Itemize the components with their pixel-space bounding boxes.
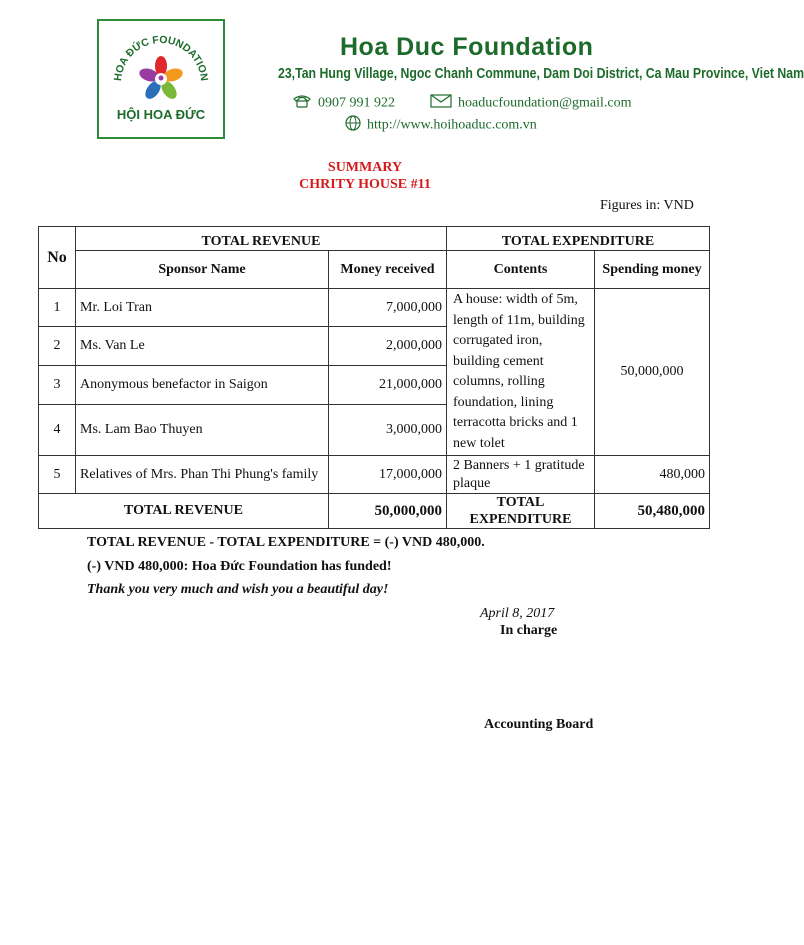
sponsor-name: Mr. Loi Tran — [76, 289, 329, 327]
globe-icon — [345, 115, 361, 136]
table-row — [39, 456, 710, 494]
money-received: 21,000,000 — [329, 365, 447, 404]
total-revenue-label: TOTAL REVENUE — [39, 494, 329, 529]
money-received: 17,000,000 — [329, 456, 447, 494]
revenue-header: TOTAL REVENUE — [76, 227, 447, 251]
money-col-header: Money received — [329, 251, 447, 289]
table-header-row-2 — [39, 251, 710, 289]
sponsor-name: Anonymous benefactor in Saigon — [76, 365, 329, 404]
expense-amount: 480,000 — [595, 456, 710, 494]
row-no: 5 — [39, 456, 76, 494]
flower-icon — [138, 56, 185, 102]
sponsor-name: Relatives of Mrs. Phan Thi Phung's family — [76, 456, 329, 494]
total-row — [39, 494, 710, 529]
thanks-note: Thank you very much and wish you a beautiful day! — [87, 582, 389, 597]
money-received: 2,000,000 — [329, 327, 447, 365]
email-row — [430, 94, 631, 113]
org-name: Hoa Duc Foundation — [340, 33, 594, 61]
expense-amount: 50,000,000 — [595, 289, 710, 456]
phone-number: 0907 991 922 — [318, 95, 395, 111]
logo-bottom-text: HỘI HOA ĐỨC — [116, 107, 206, 122]
envelope-icon — [430, 94, 452, 113]
row-no: 1 — [39, 289, 76, 327]
total-expenditure-value: 50,480,000 — [595, 494, 710, 529]
total-expenditure-label: TOTAL EXPENDITURE — [447, 494, 595, 529]
sponsor-col-header: Sponsor Name — [76, 251, 329, 289]
email-address[interactable]: hoaducfoundation@gmail.com — [458, 95, 632, 111]
row-no: 2 — [39, 327, 76, 365]
figures-in-label: Figures in: VND — [600, 198, 694, 213]
funded-note: (-) VND 480,000: Hoa Đức Foundation has funded! — [87, 559, 392, 574]
accounting-board-label: Accounting Board — [484, 717, 594, 732]
money-received: 7,000,000 — [329, 289, 447, 327]
row-no: 3 — [39, 365, 76, 404]
table-row — [39, 289, 710, 327]
spending-col-header: Spending money — [595, 251, 710, 289]
foundation-logo — [97, 19, 225, 139]
sponsor-name: Ms. Lam Bao Thuyen — [76, 405, 329, 456]
telephone-icon — [292, 94, 312, 113]
expense-contents: 2 Banners + 1 gratitude plaque — [447, 456, 595, 494]
in-charge-label: In charge — [500, 623, 558, 638]
balance-note: TOTAL REVENUE - TOTAL EXPENDITURE = (-) VND 480,000. — [87, 535, 485, 550]
money-received: 3,000,000 — [329, 405, 447, 456]
expense-contents: A house: width of 5m, length of 11m, building corrugated iron, building cement columns, rolling foundation, lining terracotta bricks and 1 new tolet — [447, 289, 595, 456]
summary-subtitle: CHRITY HOUSE #11 — [299, 177, 431, 192]
phone-row — [292, 94, 395, 113]
no-header: No — [39, 227, 76, 289]
summary-title: SUMMARY — [327, 160, 403, 175]
row-no: 4 — [39, 405, 76, 456]
signoff-date: April 8, 2017 — [480, 606, 555, 621]
org-address: 23,Tan Hung Village, Ngoc Chanh Commune, Dam Doi District, Ca Mau Province, Viet Nam — [278, 66, 804, 82]
logo-ring-text: HOA ĐỨC FOUNDATION — [111, 33, 211, 82]
contents-col-header: Contents — [447, 251, 595, 289]
table-header-row-1 — [39, 227, 710, 251]
expenditure-header: TOTAL EXPENDITURE — [447, 227, 710, 251]
total-revenue-value: 50,000,000 — [329, 494, 447, 529]
website-url[interactable]: http://www.hoihoaduc.com.vn — [367, 117, 537, 133]
website-row — [345, 115, 537, 136]
summary-table — [38, 226, 710, 529]
sponsor-name: Ms. Van Le — [76, 327, 329, 365]
